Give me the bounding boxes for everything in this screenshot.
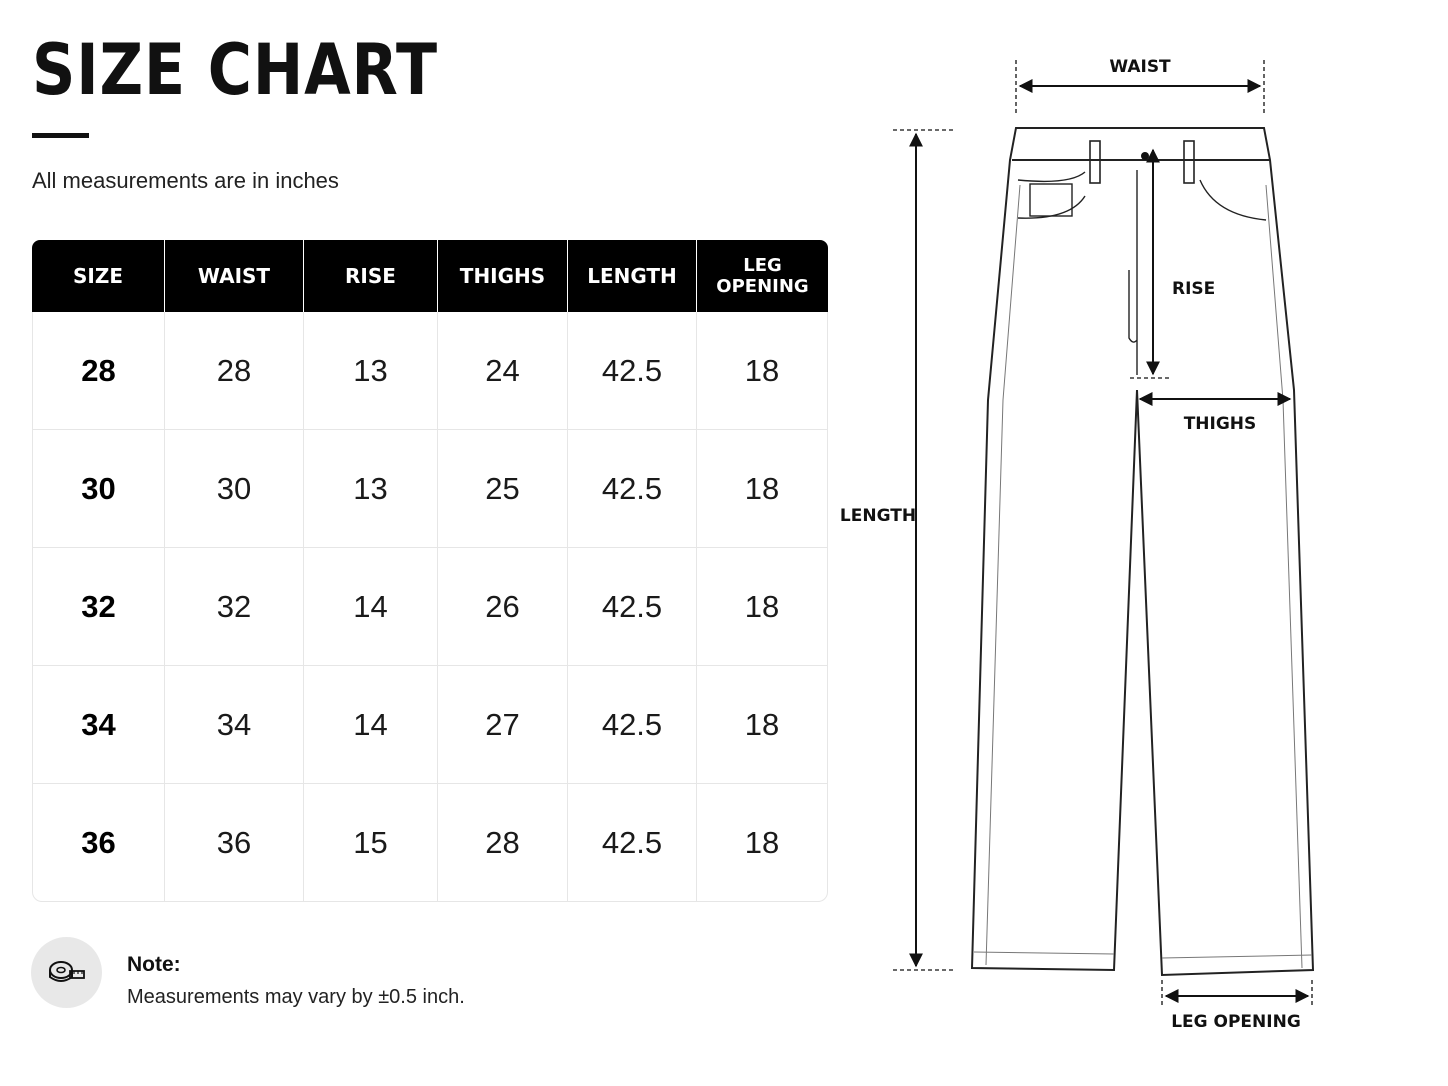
note-label: Note: bbox=[127, 953, 181, 976]
waist-cell: 32 bbox=[165, 548, 304, 666]
column-header-size: SIZE bbox=[32, 240, 165, 312]
rise-cell: 14 bbox=[304, 548, 438, 666]
measuring-tape-icon bbox=[47, 958, 87, 988]
table-row bbox=[32, 784, 828, 902]
length-cell: 42.5 bbox=[568, 312, 697, 430]
size-table bbox=[32, 240, 828, 902]
waist-cell: 34 bbox=[165, 666, 304, 784]
rise-cell: 14 bbox=[304, 666, 438, 784]
leg-opening-cell: 18 bbox=[697, 548, 828, 666]
title-underline bbox=[32, 133, 89, 138]
length-cell: 42.5 bbox=[568, 430, 697, 548]
length-cell: 42.5 bbox=[568, 666, 697, 784]
waist-cell: 30 bbox=[165, 430, 304, 548]
length-cell: 42.5 bbox=[568, 548, 697, 666]
column-header-thighs: THIGHS bbox=[438, 240, 568, 312]
thighs-cell: 26 bbox=[438, 548, 568, 666]
waist-cell: 28 bbox=[165, 312, 304, 430]
rise-cell: 13 bbox=[304, 430, 438, 548]
rise-dimension-label: RISE bbox=[1172, 279, 1216, 299]
size-cell: 32 bbox=[32, 548, 165, 666]
page-title: SIZE CHART bbox=[32, 29, 438, 111]
column-header-leg-opening: LEG OPENING bbox=[697, 240, 828, 312]
note-badge bbox=[31, 937, 102, 1008]
note-text: Measurements may vary by ±0.5 inch. bbox=[127, 986, 465, 1008]
table-row bbox=[32, 312, 828, 430]
thighs-dimension-label: THIGHS bbox=[1183, 414, 1257, 434]
thighs-cell: 28 bbox=[438, 784, 568, 902]
size-cell: 30 bbox=[32, 430, 165, 548]
leg-opening-dimension-label: LEG OPENING bbox=[1171, 1012, 1301, 1032]
length-dimension-label: LENGTH bbox=[839, 506, 917, 526]
jeans-measurement-diagram bbox=[830, 30, 1430, 1060]
waist-cell: 36 bbox=[165, 784, 304, 902]
column-header-length: LENGTH bbox=[568, 240, 697, 312]
leg-opening-cell: 18 bbox=[697, 430, 828, 548]
thighs-cell: 27 bbox=[438, 666, 568, 784]
leg-opening-cell: 18 bbox=[697, 784, 828, 902]
size-cell: 36 bbox=[32, 784, 165, 902]
table-row bbox=[32, 666, 828, 784]
thighs-cell: 25 bbox=[438, 430, 568, 548]
waist-dimension-label: WAIST bbox=[1109, 57, 1171, 77]
table-row bbox=[32, 548, 828, 666]
table-header-row bbox=[32, 240, 828, 312]
column-header-waist: WAIST bbox=[165, 240, 304, 312]
size-cell: 28 bbox=[32, 312, 165, 430]
jeans-illustration bbox=[972, 128, 1313, 975]
rise-cell: 15 bbox=[304, 784, 438, 902]
size-cell: 34 bbox=[32, 666, 165, 784]
thighs-cell: 24 bbox=[438, 312, 568, 430]
table-row bbox=[32, 430, 828, 548]
rise-cell: 13 bbox=[304, 312, 438, 430]
units-subtitle: All measurements are in inches bbox=[32, 168, 339, 193]
leg-opening-cell: 18 bbox=[697, 666, 828, 784]
length-cell: 42.5 bbox=[568, 784, 697, 902]
column-header-rise: RISE bbox=[304, 240, 438, 312]
leg-opening-cell: 18 bbox=[697, 312, 828, 430]
